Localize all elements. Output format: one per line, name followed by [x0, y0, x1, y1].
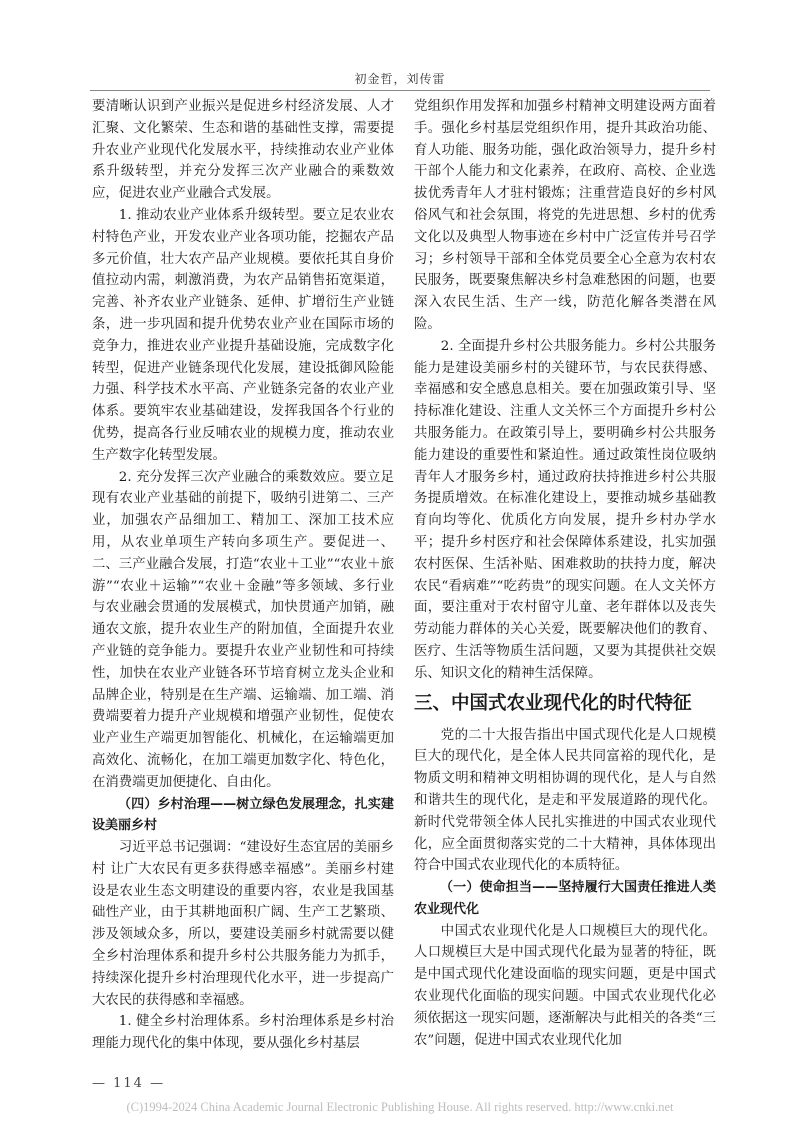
subheading-rural-governance: （四）乡村治理——树立绿色发展理念，扎实建设美丽乡村	[92, 796, 394, 834]
running-header-authors: 初金哲，刘传雷	[354, 72, 446, 86]
section-heading-era-features: 三、中国式农业现代化的时代特征	[414, 692, 692, 714]
copyright-footer: (C)1994-2024 China Academic Journal Electronic Publishing House. All rights reserved. http://www.cnki.net	[126, 1100, 674, 1114]
page-number: — 114 —	[92, 1076, 166, 1091]
paragraph-twentieth-congress: 党的二十大报告指出中国式现代化是人口规模巨大的现代化，是全体人民共同富裕的现代化，是物质文明和精神文明相协调的现代化，是人与自然和谐共生的现代化，是走和平发展道路的现代化。新时代党带领全体人民扎实推进的中国式农业现代化，应全面贯彻落实党的二十大精神，具体体现出符合中国式农业现代化的本质特征。	[414, 727, 716, 874]
paragraph-agri-industry-upgrade: 1. 推动农业产业体系升级转型。要立足农业农村特色产业，开发农业产业各项功能，挖掘农产品多元价值，壮大农产品产业规模。要依托其自身价值拉动内需，刺激消费，为农产品销售拓宽渠道，完善、补齐农业产业链条、延伸、扩增衍生产业链条，进一步巩固和提升优势农业产业在国际市场的竞争力，推进农业产业提升基础设施，完成数字化转型，促进产业链条现代化发展，建设抵御风险能力强、科学技术水平高、产业链条完备的农业产业体系。要筑牢农业基础建设，发挥我国各个行业的优势，提高各行业反哺农业的规模力度，推动农业生产数字化转型发展。	[92, 207, 394, 463]
right-column	[414, 96, 716, 1051]
header-rule	[90, 90, 710, 91]
paragraph-governance-system: 1. 健全乡村治理体系。乡村治理体系是乡村治理能力现代化的集中体现，要从强化乡村基层	[92, 1014, 394, 1052]
subheading-mission: （一）使命担当——坚持履行大国责任推进人类农业现代化	[414, 880, 716, 917]
paragraph-continued: 要清晰认识到产业振兴是促进乡村经济发展、人才汇聚、文化繁荣、生态和谐的基础性支撑，需要提升农业产业现代化发展水平，持续推动农业产业体系升级转型，并充分发挥三次产业融合的乘数效应，促进农业产业融合式发展。	[92, 99, 394, 202]
paragraph-party-organization: 党组织作用发挥和加强乡村精神文明建设两方面着手。强化乡村基层党组织作用，提升其政治功能、育人功能、服务功能，强化政治领导力，提升乡村干部个人能力和文化素养，在政府、高校、企业选拔优秀青年人才驻村锻炼；注重营造良好的乡村风俗风气和社会氛围，将党的先进思想、乡村的优秀文化以及典型人物事迹在乡村中广泛宣传并号召学习；乡村领导干部和全体党员要全心全意为农村农民服务，既要聚焦解决乡村急难愁困的问题，也要深入农民生活、生产一线，防范化解各类潜在风险。	[414, 99, 716, 332]
paragraph-industry-integration: 2. 充分发挥三次产业融合的乘数效应。要立足现有农业产业基础的前提下，吸纳引进第二、三产业，加强农产品细加工、精加工、深加工技术应用，从农业单项生产转向多项生产。要促进一、二、三产业融合发展，打造“农业＋工业”“农业＋旅游”“农业＋运输”“农业＋金融”等多领域、多行业与农业融会贯通的发展模式，加快贯通产加销，融通农文旅，提升农业生产的附加值，全面提升农业产业链的竞争能力。要提升农业产业韧性和可持续性，加快在农业产业链各环节培育树立龙头企业和品牌企业，特别是在生产端、运输端、加工端、消费端要着力提升产业规模和增强产业韧性，促使农业产业生产端更加智能化、机械化，在运输端更加高效化、流畅化，在加工端更加数字化、特色化，在消费端更加便捷化、自由化。	[92, 469, 394, 790]
paragraph-beautiful-countryside: 习近平总书记强调：“建设好生态宜居的美丽乡村 让广大农民有更多获得感幸福感”。美丽乡村建设是农业生态文明建设的重要内容，农业是我国基础性产业，由于其耕地面积广阔、生产工艺繁琐、涉及领域众多，所以，要建设美丽乡村就需要以健全乡村治理体系和提升乡村公共服务能力为抓手，持续深化提升乡村治理现代化水平，进一步提高广大农民的获得感和幸福感。	[92, 840, 394, 1008]
paragraph-population-scale: 中国式农业现代化是人口规模巨大的现代化。人口规模巨大是中国式现代化最为显著的特征，既是中国式现代化建设面临的现实问题，更是中国式农业现代化面临的现实问题。中国式农业现代化必须依据这一现实问题，逐渐解决与此相关的各类“三农”问题，促进中国式农业现代化加	[414, 923, 716, 1048]
left-column	[92, 96, 394, 1055]
paragraph-public-service: 2. 全面提升乡村公共服务能力。乡村公共服务能力是建设美丽乡村的关键环节，与农民获得感、幸福感和安全感息息相关。要在加强政策引导、坚持标准化建设、注重人文关怀三个方面提升乡村公共服务能力。在政策引导上，要明确乡村公共服务能力建设的重要性和紧迫性。通过政策性岗位吸纳青年人才服务乡村，通过政府扶持推进乡村公共服务提质增效。在标准化建设上，要推动城乡基础教育向均等化、优质化方向发展，提升乡村办学水平；提升乡村医疗和社会保障体系建设，扎实加强农村医保、生活补贴、困难救助的扶持力度，解决农民“看病难”“吃药贵”的现实问题。在人文关怀方面，要注重对于农村留守儿童、老年群体以及丧失劳动能力群体的关心关爱，既要解决他们的教育、医疗、生活等物质生活问题，又要为其提供社交娱乐、知识文化的精神生活保障。	[414, 338, 716, 681]
